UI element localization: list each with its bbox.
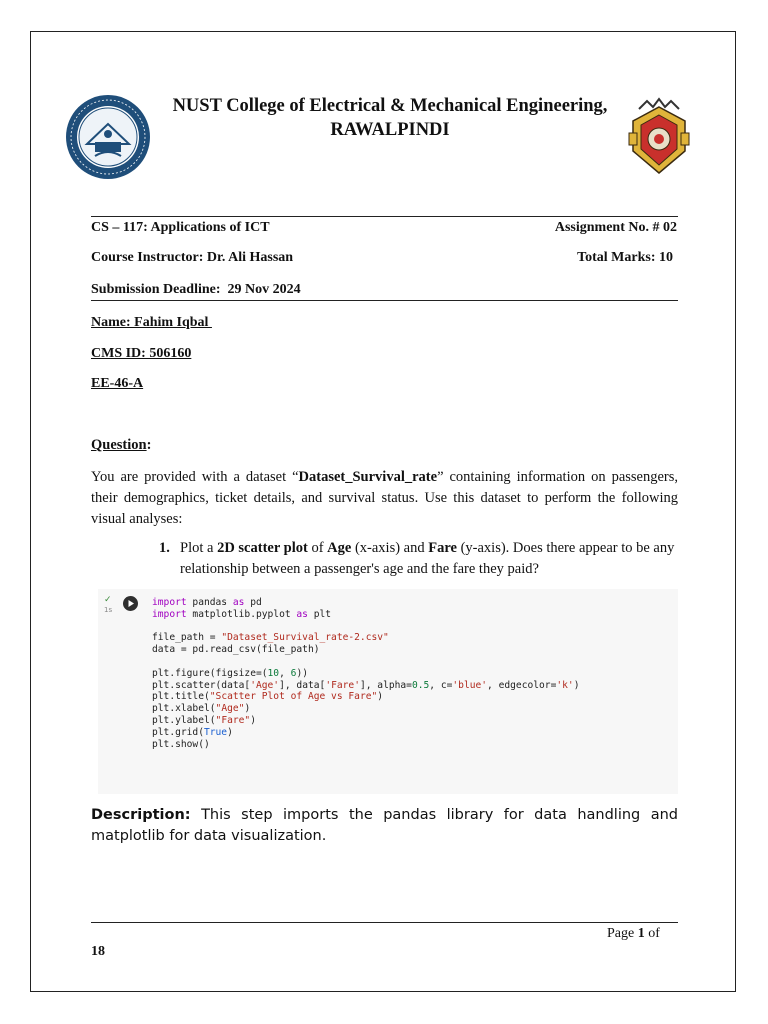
assignment-number: Assignment No. # 02 bbox=[554, 220, 677, 235]
dataset-name: Dataset_Survival_rate bbox=[298, 469, 438, 485]
section: EE-46-A bbox=[91, 376, 144, 391]
play-circle-icon[interactable] bbox=[123, 596, 138, 611]
task-text-part: (y-axis). Does there appear to be any relationship between a passenger's age and the fare they paid? bbox=[180, 540, 675, 577]
question-paragraph bbox=[91, 467, 678, 530]
execution-status bbox=[104, 596, 112, 615]
college-city: RAWALPINDI bbox=[330, 120, 450, 140]
description-text: This step imports the pandas library for data handling and matplotlib for data visualization. bbox=[91, 807, 678, 844]
page-number bbox=[607, 926, 660, 942]
student-name: Name: Fahim Iqbal bbox=[91, 315, 212, 330]
page-suffix: of bbox=[644, 926, 660, 941]
task-text-part: of bbox=[307, 540, 328, 556]
total-marks: Total Marks: 10 bbox=[577, 250, 673, 265]
code-cell bbox=[98, 589, 678, 794]
footer-rule bbox=[91, 922, 678, 923]
college-name: NUST College of Electrical & Mechanical Engineering, bbox=[172, 96, 608, 116]
course-title: CS – 117: Applications of ICT bbox=[91, 220, 270, 235]
document-page bbox=[30, 31, 736, 992]
description-paragraph bbox=[91, 805, 678, 847]
description-label: Description: bbox=[91, 807, 191, 823]
question-colon: : bbox=[146, 437, 152, 453]
question-intro-end: ” containing information on passengers, their demographics, ticket details, and survival status. Use this dataset to perform the following visual analyses: bbox=[91, 469, 679, 527]
task-text-part: Plot a bbox=[180, 540, 218, 556]
course-instructor: Course Instructor: Dr. Ali Hassan bbox=[91, 250, 294, 265]
task-bold-plot-type: 2D scatter plot bbox=[217, 540, 308, 556]
nust-emblem-logo bbox=[65, 94, 151, 180]
cms-id: CMS ID: 506160 bbox=[91, 346, 192, 361]
eme-college-crest-logo bbox=[627, 95, 691, 177]
task-bold-age: Age bbox=[327, 540, 352, 556]
task-text-part: (x-axis) and bbox=[351, 540, 429, 556]
question-intro-start: You are provided with a dataset “ bbox=[91, 469, 299, 485]
college-heading bbox=[151, 94, 629, 142]
execution-time: 1s bbox=[104, 606, 113, 614]
page-prefix: Page bbox=[607, 926, 638, 941]
task-number: 1. bbox=[159, 540, 170, 556]
page-current: 1 bbox=[637, 926, 645, 941]
question-label: Question bbox=[91, 437, 147, 453]
task-text bbox=[180, 538, 678, 580]
code-text: import pandas as pd import matplotlib.pyplot as plt file_path = "Dataset_Survival_rate-2.csv" data = pd.read_csv(file_path) plt.figure(figsize=(10, 6)) plt.scatter(data['Age'], data['Fare'], alpha=0.5, c='blue', edgecolor='k') plt.title("Scatter Plot of Age vs Fare") plt.xlabel("Age") plt.ylabel("Fare") plt.grid(True) plt.show() bbox=[152, 597, 580, 750]
question-heading bbox=[91, 437, 151, 454]
check-icon: ✓ bbox=[104, 595, 112, 605]
header-top-rule bbox=[91, 216, 678, 217]
submission-deadline: Submission Deadline: 29 Nov 2024 bbox=[91, 282, 301, 297]
header-bottom-rule bbox=[91, 300, 678, 301]
page-total: 18 bbox=[91, 944, 105, 959]
task-bold-fare: Fare bbox=[428, 540, 457, 556]
